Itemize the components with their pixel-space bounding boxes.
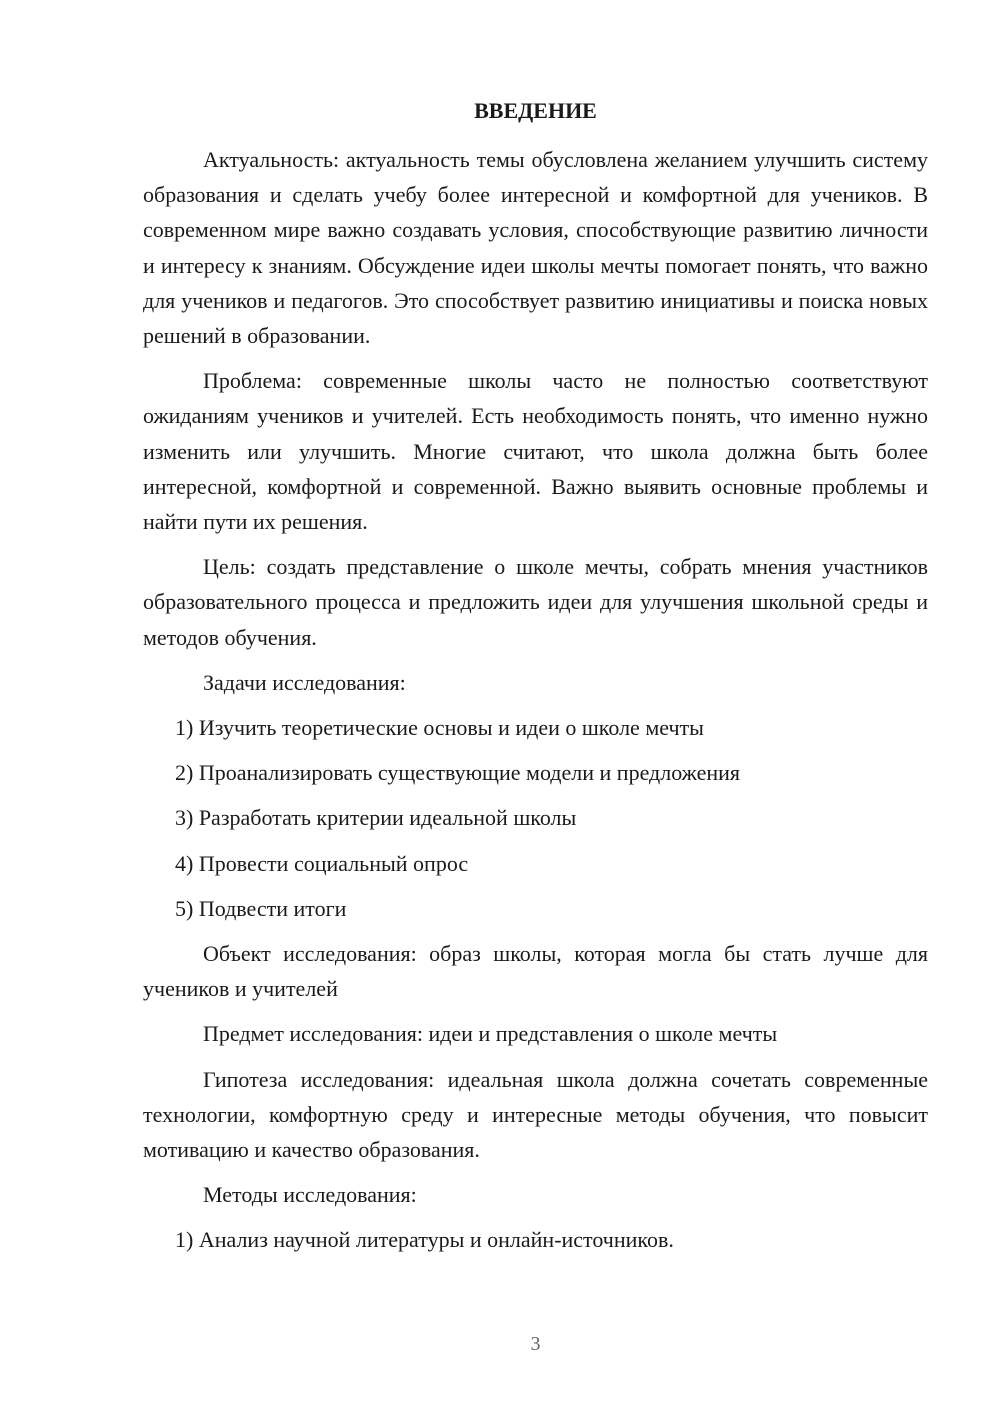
task-item: 2) Проанализировать существующие модели и предложения — [175, 760, 741, 786]
task-item: 3) Разработать критерии идеальной школы — [175, 805, 577, 831]
methods-list — [143, 1222, 928, 1257]
subject-paragraph: Предмет исследования: идеи и представления о школе мечты — [203, 1021, 778, 1047]
page-title: ВВЕДЕНИЕ — [474, 98, 597, 123]
task-item: 1) Изучить теоретические основы и идеи о школе мечты — [175, 715, 704, 741]
tasks-heading: Задачи исследования: — [203, 669, 406, 695]
task-item: 5) Подвести итоги — [175, 895, 347, 921]
method-item: 1) Анализ научной литературы и онлайн-источников. — [175, 1227, 674, 1253]
problem-paragraph: Проблема: современные школы часто не полностью соответствуют ожиданиям учеников и учителей. Есть необходимость понять, что именно нужно изменить или улучшить. Многие считают, что школа должна быть более интересной, комфортной и современной. Важно выявить основные проблемы и найти пути их решения. — [143, 368, 928, 535]
page-number: 3 — [530, 1333, 541, 1355]
document-body — [143, 142, 928, 1268]
relevance-paragraph: Актуальность: актуальность темы обусловлена желанием улучшить систему образования и сделать учебу более интересной и комфортной для учеников. В современном мире важно создавать условия, способствующие развитию личности и интересу к знаниям. Обсуждение идеи школы мечты помогает понять, что важно для учеников и педагогов. Это способствует развитию инициативы и поиска новых решений в образовании. — [143, 147, 928, 349]
methods-heading: Методы исследования: — [203, 1182, 417, 1208]
goal-paragraph: Цель: создать представление о школе мечты, собрать мнения участников образовательного процесса и предложить идеи для улучшения школьной среды и методов обучения. — [143, 554, 928, 650]
tasks-list — [143, 710, 928, 926]
hypothesis-paragraph: Гипотеза исследования: идеальная школа должна сочетать современные технологии, комфортную среду и интересные методы обучения, что повысит мотивацию и качество образования. — [143, 1066, 928, 1163]
object-paragraph: Объект исследования: образ школы, которая могла бы стать лучше для учеников и учителей — [143, 941, 928, 1002]
document-page — [143, 0, 928, 1414]
task-item: 4) Провести социальный опрос — [175, 850, 469, 876]
